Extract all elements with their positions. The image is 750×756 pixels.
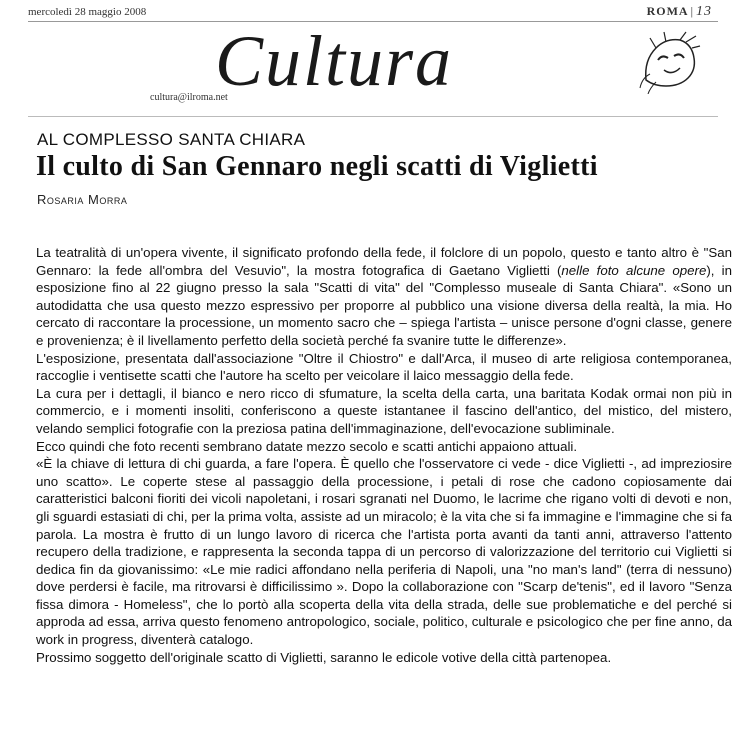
masthead-page: [647, 4, 712, 20]
separator: |: [690, 4, 694, 18]
newspaper-name: ROMA: [646, 4, 689, 18]
article-kicker: AL COMPLESSO SANTA CHIARA: [37, 130, 306, 149]
paragraph-text: La teatralità di un'opera vivente, il significato profondo della fede, il folclore di un popolo, questo e tanto altro è "San Gennaro: la fede all'ombra del Vesuvio", la mostra fotografica di Gaetano Viglietti (: [36, 245, 732, 278]
section-rule: [28, 116, 718, 117]
article-byline: Rosaria Morra: [37, 192, 128, 207]
page-number: 13: [696, 4, 712, 19]
paragraph: L'esposizione, presentata dall'associazione "Oltre il Chiostro" e dall'Arca, il museo di arte religiosa contemporanea, raccoglie i ventisette scatti che l'autore ha scelto per veicolare il laico messaggio della fede.: [36, 350, 732, 384]
section-email: cultura@ilroma.net: [150, 92, 228, 103]
article-body: [36, 244, 732, 666]
section-title: Cultura: [215, 21, 454, 101]
paragraph: «È la chiave di lettura di chi guarda, a fare l'opera. È quello che l'osservatore ci vede - dice Viglietti -, ad impreziosire uno scatto». Le coperte stese al passaggio della processione, i petali di rose che cadono copiosamente dai caratteristici balconi fioriti dei vicoli napoletani, i rosari sgranati nel Duomo, le lacrime che rigano volti di devoti e non, gli sguardi estasiati di chi, per la prima volta, assiste ad un miracolo; è la vita che si fa immagine e l'immagine che si fa parola. La mostra è frutto di un lungo lavoro di ricerca che l'artista porta avanti da tanti anni, attraverso l'attento recupero della tradizione, e rappresenta la seconda tappa di un percorso di valorizzazione del territorio cui Viglietti si dedica fin da giovanissimo: «Le mie radici affondano nella periferia di Napoli, una "no man's land" (terra di nessuno) dove perdersi è facile, ma ritrovarsi è difficilissimo ». Dopo la collaborazione con "Scarp de'tenis", ed il lavoro "Senza fissa dimora - Homeless", che lo portò alla scoperta della vita della strada, delle sue problematiche e del perché si approda ad essa, arriva questo fenomeno antropologico, sociale, politico, culturale e psicologico che per fine anno, da work in progress, diventerà catalogo.: [36, 456, 732, 648]
paragraph: Ecco quindi che foto recenti sembrano datate mezzo secolo e scatti antichi appaiono attuali.: [36, 438, 578, 454]
decorative-mask-icon: [636, 30, 702, 94]
paragraph-italic: nelle foto alcune opere: [561, 262, 707, 278]
issue-date: mercoledì 28 maggio 2008: [28, 6, 147, 18]
paragraph: Prossimo soggetto dell'originale scatto di Viglietti, saranno le edicole votive della città partenopea.: [36, 649, 612, 665]
article-title: Il culto di San Gennaro negli scatti di Viglietti: [36, 151, 598, 182]
paragraph: [36, 244, 732, 350]
paragraph: La cura per i dettagli, il bianco e nero ricco di sfumature, la scelta della carta, una baritata Kodak ormai non più in commercio, e i momenti insoliti, conferiscono a queste istantanee il fascino dell'antico, del mistico, del mistero, velando semplici fotografie con la preziosa patina dell'immaginazione, dell'evocazione subliminale.: [36, 385, 732, 436]
paragraph-text: ), in esposizione fino al 22 giugno presso la sala "Scatti di vita" del "Complesso museale di Santa Chiara". «Sono un autodidatta che usa questo mezzo espressivo per proporre al pubblico una visione diversa della realtà, la mia. Ho cercato di raccontare la processione, un momento sacro che – spiega l'artista – unisce persone d'ogni classe, genere e provenienza; è il livellamento perfetto della società perché fa svanire tutte le differenze».: [36, 262, 732, 348]
